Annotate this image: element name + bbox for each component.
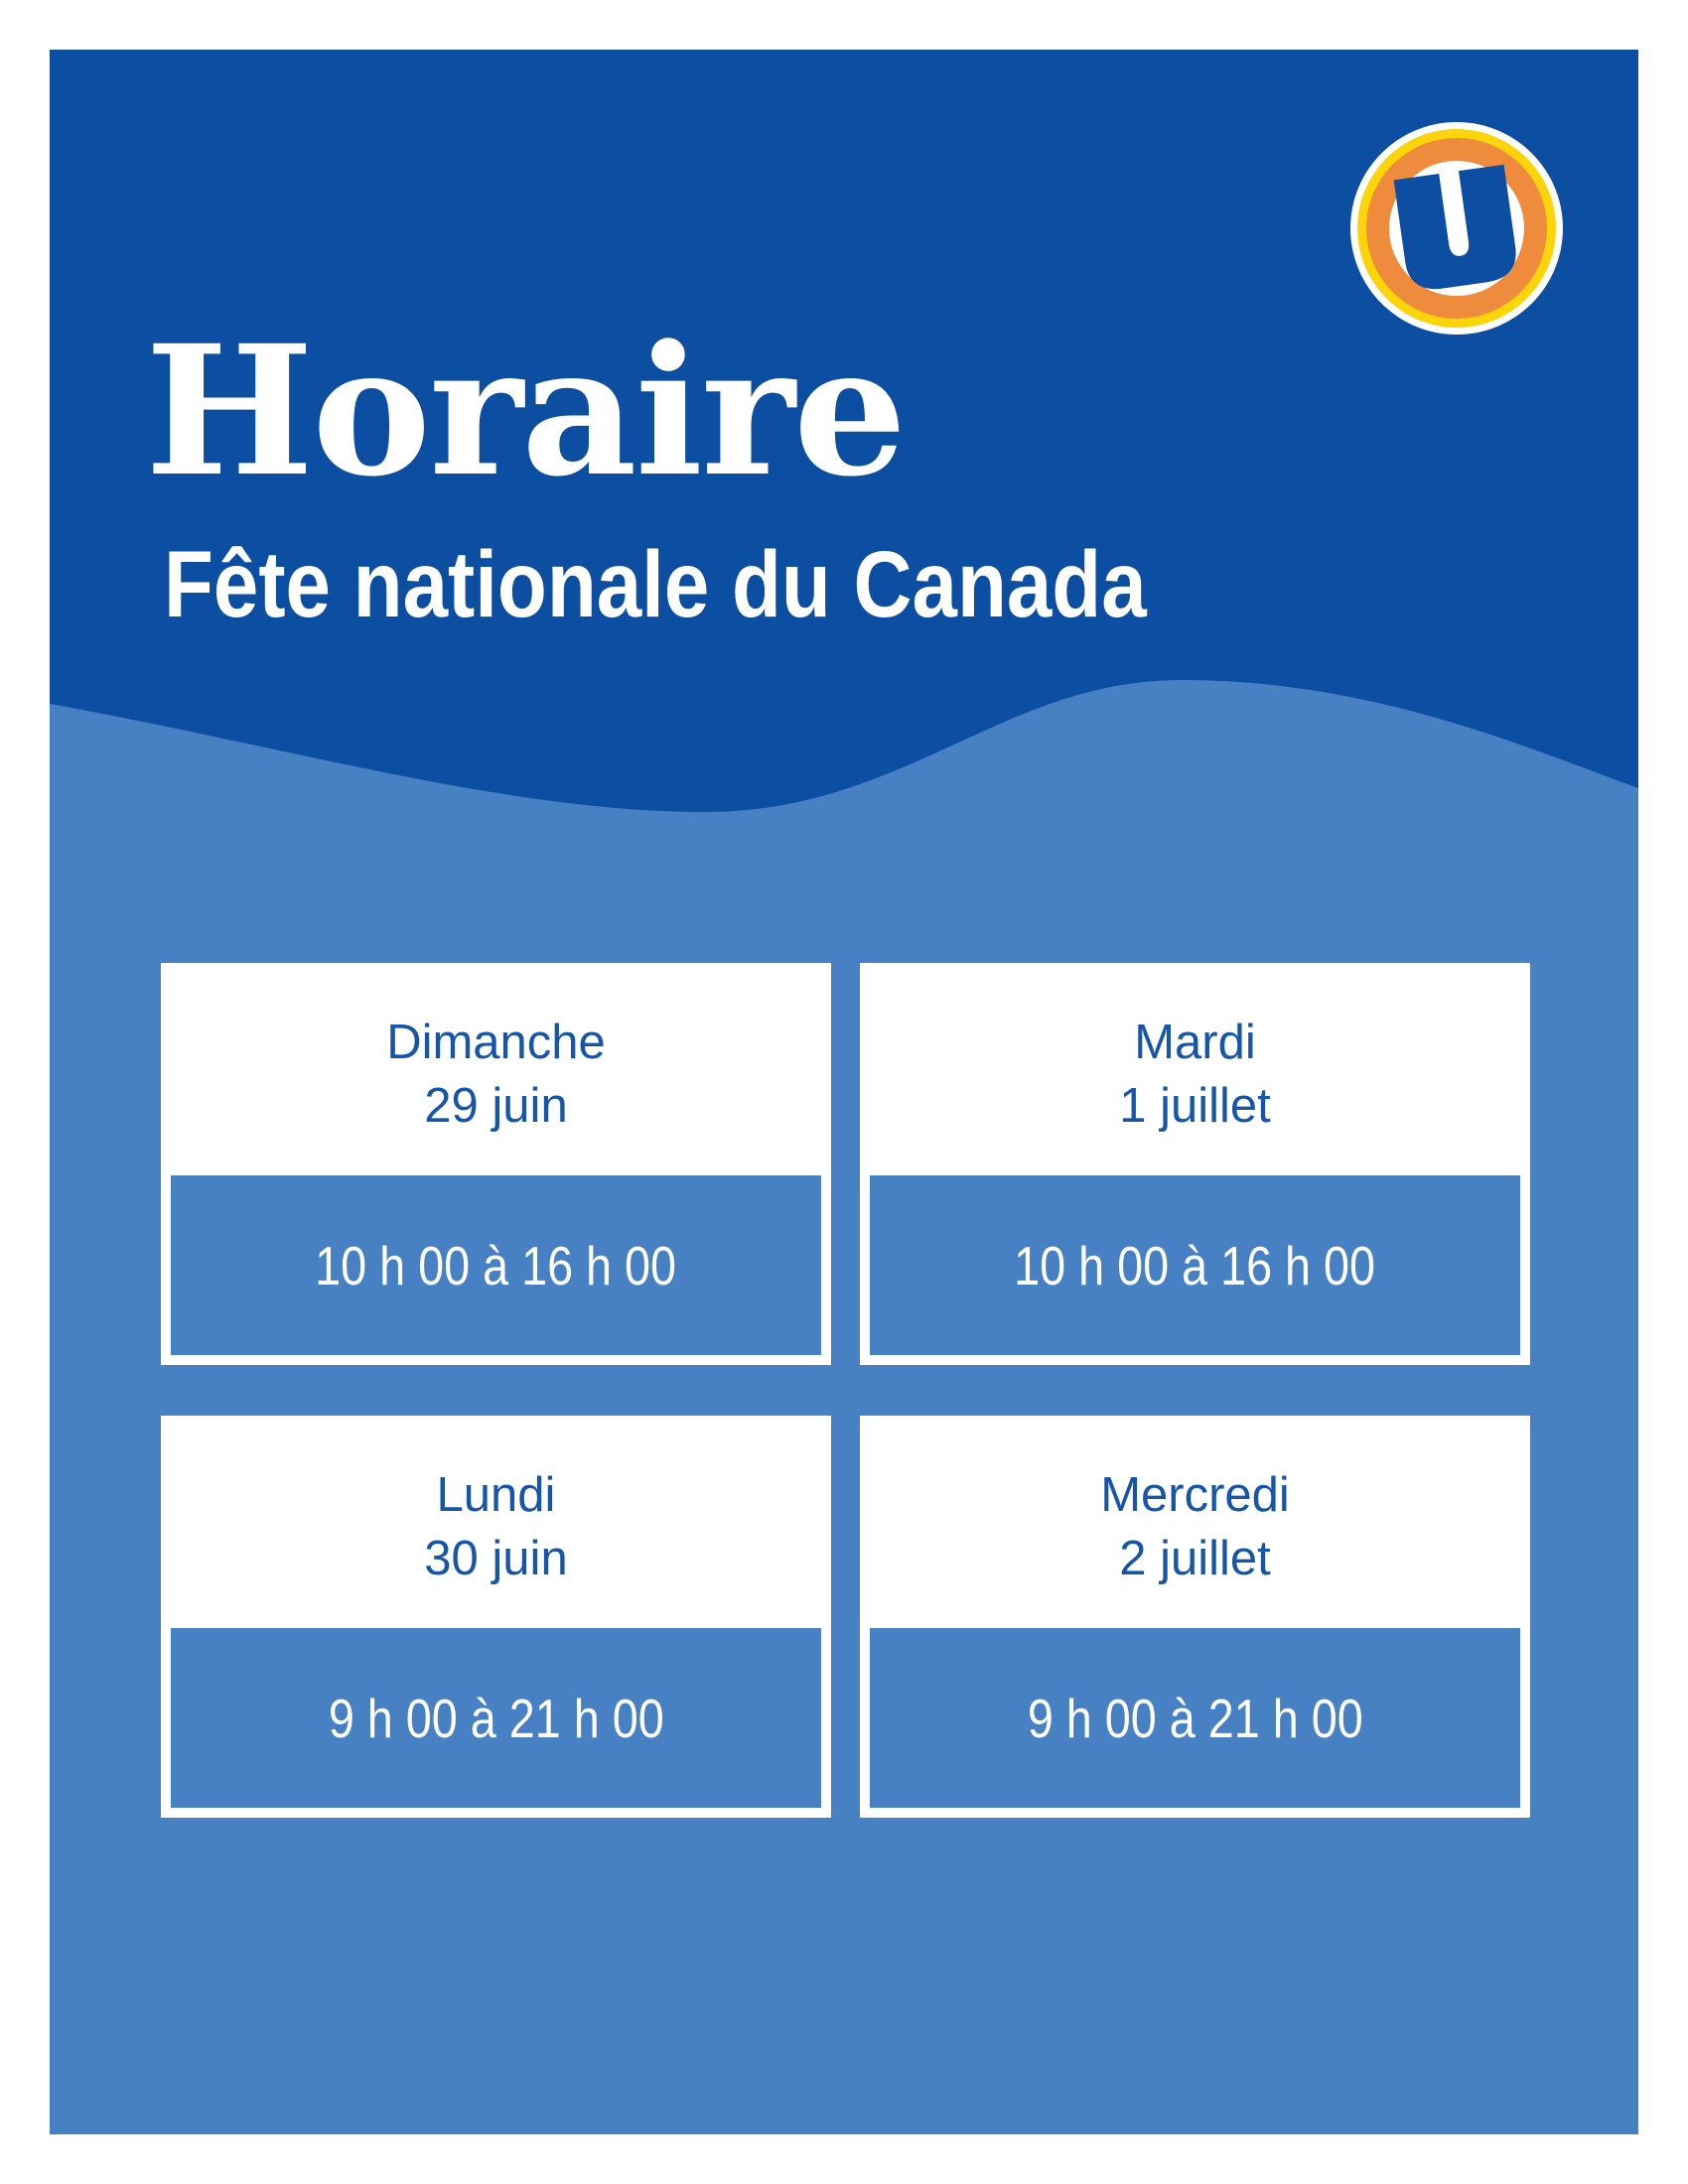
day-label: Mardi (1134, 1016, 1256, 1069)
day-label: Dimanche (386, 1016, 606, 1069)
date-label: 30 juin (424, 1532, 568, 1585)
hours-label: 9 h 00 à 21 h 00 (328, 1687, 664, 1749)
card-day-date (171, 1426, 821, 1628)
schedule-grid (161, 963, 1530, 1818)
hours-label: 10 h 00 à 16 h 00 (315, 1234, 677, 1297)
day-label: Lundi (436, 1468, 556, 1522)
schedule-card-mercredi (860, 1416, 1530, 1818)
poster (50, 50, 1638, 2134)
card-day-date (171, 973, 821, 1175)
schedule-card-lundi (161, 1416, 831, 1818)
hours-panel (870, 1628, 1520, 1808)
day-label: Mercredi (1100, 1468, 1290, 1522)
page-title: Horaire (145, 307, 906, 516)
hours-panel (171, 1175, 821, 1355)
card-day-date (870, 973, 1520, 1175)
date-label: 29 juin (424, 1079, 568, 1133)
date-label: 2 juillet (1119, 1532, 1271, 1585)
hours-label: 9 h 00 à 21 h 00 (1027, 1687, 1363, 1749)
uniprix-logo-icon (1350, 122, 1563, 335)
schedule-card-mardi (860, 963, 1530, 1365)
schedule-card-dimanche (161, 963, 831, 1365)
hours-panel (870, 1175, 1520, 1355)
card-day-date (870, 1426, 1520, 1628)
hours-panel (171, 1628, 821, 1808)
hours-label: 10 h 00 à 16 h 00 (1014, 1234, 1376, 1297)
date-label: 1 juillet (1119, 1079, 1271, 1133)
page-subtitle: Fête nationale du Canada (164, 532, 1147, 637)
